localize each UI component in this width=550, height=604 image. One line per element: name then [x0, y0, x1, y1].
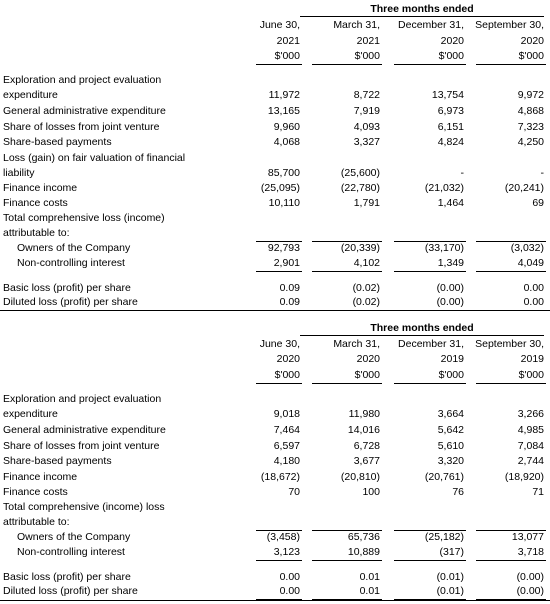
- row-value: 2,744: [517, 455, 544, 467]
- row-value: 69: [532, 197, 544, 209]
- table-row: [0, 515, 550, 530]
- row-value: 7,323: [517, 121, 544, 133]
- row-value: 6,597: [273, 440, 300, 452]
- row-label: Finance income: [3, 182, 78, 194]
- row-value: (0.00): [516, 585, 544, 597]
- table-row: [0, 226, 550, 241]
- row-label: Diluted loss (profit) per share: [3, 296, 138, 308]
- row-label: Diluted loss (profit) per share: [3, 585, 138, 597]
- row-value: 65,736: [347, 531, 380, 543]
- row-value: 0.09: [279, 282, 300, 294]
- row-value: 1,349: [437, 257, 464, 269]
- row-value: (25,600): [340, 167, 380, 179]
- row-value: 3,327: [353, 136, 380, 148]
- row-value: 85,700: [267, 167, 300, 179]
- row-value: 10,110: [268, 197, 300, 209]
- column-header-unit: $'000: [518, 50, 544, 62]
- table-row: [0, 530, 550, 545]
- table-row: [0, 151, 550, 166]
- table-row: [0, 73, 550, 88]
- table-row: [0, 454, 550, 469]
- header-underline: [476, 64, 546, 65]
- row-value: 4,985: [517, 424, 544, 436]
- row-value: 6,973: [437, 105, 464, 117]
- row-value: 4,824: [437, 136, 464, 148]
- table-bottom-rule: [0, 600, 550, 601]
- column-header-line2: 2020: [356, 353, 380, 365]
- table-row: [0, 470, 550, 485]
- value-underline: [256, 560, 302, 561]
- table-row: [0, 120, 550, 135]
- table-row: [0, 570, 550, 585]
- value-underline: [312, 560, 382, 561]
- table-row: [0, 196, 550, 211]
- row-value: 3,123: [273, 546, 300, 558]
- row-value: (20,241): [504, 182, 544, 194]
- row-value: (3,032): [510, 242, 544, 254]
- column-header-line1: June 30,: [259, 338, 300, 350]
- row-value: 0.09: [279, 296, 300, 308]
- row-value: 8,722: [353, 89, 380, 101]
- row-value: 0.00: [279, 585, 300, 597]
- row-value: 14,016: [347, 424, 380, 436]
- row-value: 4,250: [517, 136, 544, 148]
- row-value: 70: [288, 486, 300, 498]
- column-header-line1: March 31,: [333, 19, 380, 31]
- column-header-line1: March 31,: [333, 338, 380, 350]
- row-value: (33,170): [424, 242, 464, 254]
- value-underline: [394, 560, 466, 561]
- table-row: [0, 545, 550, 560]
- row-value: 0.01: [359, 571, 380, 583]
- column-header-line1: September 30,: [475, 19, 544, 31]
- table-row: [0, 439, 550, 454]
- row-label: Share of losses from joint venture: [3, 121, 160, 133]
- row-value: 71: [532, 486, 544, 498]
- table-row: [0, 104, 550, 119]
- table-row: [0, 88, 550, 103]
- header-underline: [394, 383, 466, 384]
- table-row: [0, 166, 550, 181]
- row-value: (20,810): [340, 471, 380, 483]
- column-header-unit: $'000: [354, 369, 380, 381]
- column-header-line1: December 31,: [398, 338, 464, 350]
- row-value: 2,901: [273, 257, 300, 269]
- header-row-unit: [0, 49, 550, 64]
- row-value: 13,754: [431, 89, 464, 101]
- row-label: Exploration and project evaluation: [3, 74, 162, 86]
- row-value: (20,761): [424, 471, 464, 483]
- row-value: 0.00: [523, 282, 544, 294]
- column-header-line1: September 30,: [475, 338, 544, 350]
- row-label: attributable to:: [3, 227, 70, 239]
- table-row: [0, 485, 550, 500]
- row-value: 4,049: [517, 257, 544, 269]
- column-header-line2: 2021: [276, 35, 300, 47]
- row-label: Finance costs: [3, 486, 68, 498]
- row-label: Basic loss (profit) per share: [3, 282, 131, 294]
- table-row: [0, 407, 550, 422]
- row-label: Basic loss (profit) per share: [3, 571, 131, 583]
- row-value: 10,889: [347, 546, 380, 558]
- header-underline: [256, 64, 302, 65]
- header-underline: [394, 64, 466, 65]
- column-header-unit: $'000: [438, 369, 464, 381]
- row-value: 11,972: [268, 89, 300, 101]
- table-row: [0, 500, 550, 515]
- value-underline: [312, 271, 382, 272]
- row-value: 13,165: [267, 105, 300, 117]
- row-value: (0.00): [436, 282, 464, 294]
- row-label: Total comprehensive (income) loss: [3, 501, 165, 513]
- row-value: 1,791: [353, 197, 380, 209]
- row-label: Exploration and project evaluation: [3, 393, 162, 405]
- row-label: Finance income: [3, 471, 78, 483]
- row-value: 4,180: [273, 455, 300, 467]
- row-value: (0.00): [516, 571, 544, 583]
- row-value: 3,677: [353, 455, 380, 467]
- row-value: 7,919: [353, 105, 380, 117]
- row-value: 9,972: [517, 89, 544, 101]
- header-row-line1: [0, 337, 550, 352]
- column-header-unit: $'000: [274, 50, 300, 62]
- row-label: expenditure: [3, 89, 58, 101]
- row-label: Loss (gain) on fair valuation of financial: [3, 152, 186, 164]
- row-value: -: [540, 167, 544, 179]
- row-value: 3,718: [517, 546, 544, 558]
- column-header-line1: June 30,: [259, 19, 300, 31]
- row-value: (25,182): [424, 531, 464, 543]
- column-header-line2: 2020: [440, 35, 464, 47]
- row-value: 100: [362, 486, 380, 498]
- row-value: 92,793: [267, 242, 300, 254]
- row-label: Total comprehensive loss (income): [3, 212, 165, 224]
- table-row: [0, 211, 550, 226]
- value-underline: [256, 271, 302, 272]
- row-value: -: [460, 167, 464, 179]
- row-value: (0.02): [352, 296, 380, 308]
- row-value: 76: [452, 486, 464, 498]
- row-value: (0.01): [436, 571, 464, 583]
- table-row: [0, 241, 550, 256]
- row-value: 9,960: [273, 121, 300, 133]
- value-underline: [476, 271, 546, 272]
- header-row-unit: [0, 368, 550, 383]
- column-group-title: Three months ended: [300, 2, 544, 17]
- column-group-title: Three months ended: [300, 321, 544, 336]
- column-header-line2: 2020: [520, 35, 544, 47]
- row-value: 3,664: [437, 408, 464, 420]
- column-header-line1: December 31,: [398, 19, 464, 31]
- row-value: (0.02): [352, 282, 380, 294]
- row-value: 4,868: [517, 105, 544, 117]
- table-bottom-rule: [0, 310, 550, 311]
- table-row: [0, 392, 550, 407]
- row-value: (18,920): [504, 471, 544, 483]
- row-value: (0.01): [436, 585, 464, 597]
- row-value: 7,464: [273, 424, 300, 436]
- row-label: Owners of the Company: [17, 531, 131, 543]
- row-value: 0.00: [523, 296, 544, 308]
- row-label: Non-controlling interest: [17, 257, 125, 269]
- row-label: expenditure: [3, 408, 58, 420]
- row-value: 6,728: [353, 440, 380, 452]
- row-value: 4,102: [353, 257, 380, 269]
- row-value: 9,018: [273, 408, 300, 420]
- row-value: 3,266: [517, 408, 544, 420]
- table-row: [0, 295, 550, 310]
- table-row: [0, 281, 550, 296]
- row-label: Share-based payments: [3, 136, 112, 148]
- row-value: 4,093: [353, 121, 380, 133]
- value-underline: [394, 271, 466, 272]
- row-label: liability: [3, 167, 35, 179]
- column-header-line2: 2019: [520, 353, 544, 365]
- row-value: 3,320: [437, 455, 464, 467]
- column-header-unit: $'000: [354, 50, 380, 62]
- row-value: 11,980: [348, 408, 380, 420]
- row-label: General administrative expenditure: [3, 105, 166, 117]
- row-label: Share of losses from joint venture: [3, 440, 160, 452]
- row-value: 6,151: [437, 121, 464, 133]
- row-label: Owners of the Company: [17, 242, 131, 254]
- column-header-line2: 2019: [440, 353, 464, 365]
- row-value: (21,032): [424, 182, 464, 194]
- table-row: [0, 423, 550, 438]
- table-row: [0, 584, 550, 599]
- row-value: (3,458): [266, 531, 300, 543]
- value-underline: [476, 560, 546, 561]
- row-value: (25,095): [260, 182, 300, 194]
- header-underline: [312, 383, 382, 384]
- row-value: 4,068: [273, 136, 300, 148]
- row-value: 13,077: [511, 531, 544, 543]
- header-row-line2: [0, 352, 550, 367]
- row-value: 1,464: [437, 197, 464, 209]
- row-value: 5,610: [437, 440, 464, 452]
- row-value: (20,339): [340, 242, 380, 254]
- column-header-line2: 2020: [276, 353, 300, 365]
- row-label: attributable to:: [3, 516, 70, 528]
- table-row: [0, 256, 550, 271]
- column-header-line2: 2021: [356, 35, 380, 47]
- header-underline: [476, 383, 546, 384]
- row-value: (0.00): [436, 296, 464, 308]
- row-value: (18,672): [260, 471, 300, 483]
- row-label: Finance costs: [3, 197, 68, 209]
- row-label: General administrative expenditure: [3, 424, 166, 436]
- header-row-line1: [0, 18, 550, 33]
- column-header-unit: $'000: [438, 50, 464, 62]
- row-value: (317): [439, 546, 464, 558]
- row-value: 7,084: [517, 440, 544, 452]
- row-label: Non-controlling interest: [17, 546, 125, 558]
- row-value: 5,642: [437, 424, 464, 436]
- row-label: Share-based payments: [3, 455, 112, 467]
- row-value: (22,780): [340, 182, 380, 194]
- column-header-unit: $'000: [518, 369, 544, 381]
- header-underline: [312, 64, 382, 65]
- table-row: [0, 181, 550, 196]
- row-value: 0.01: [359, 585, 380, 597]
- column-header-unit: $'000: [274, 369, 300, 381]
- header-row-line2: [0, 34, 550, 49]
- row-value: 0.00: [279, 571, 300, 583]
- header-underline: [256, 383, 302, 384]
- table-row: [0, 135, 550, 150]
